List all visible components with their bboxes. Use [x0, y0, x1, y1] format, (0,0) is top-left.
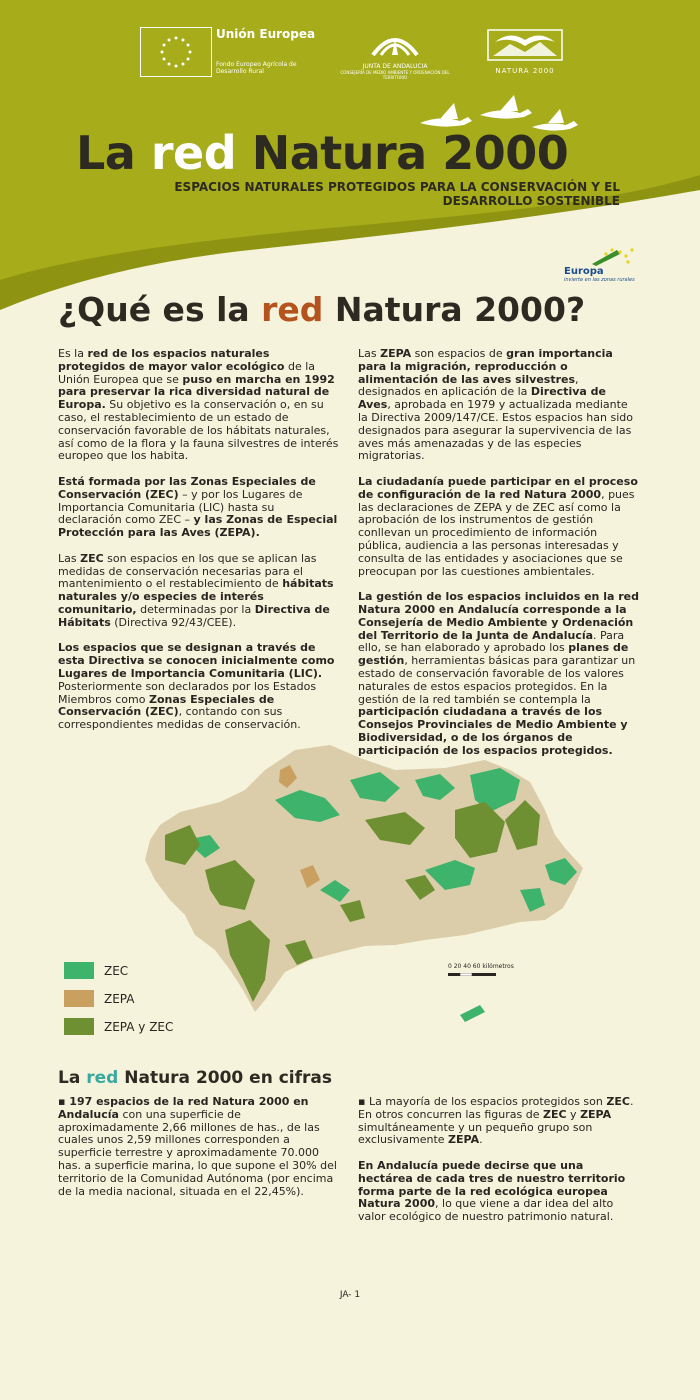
text-bold: puso en marcha en 1992 para preservar la rica diversidad natural de Europa. [58, 372, 335, 412]
text: – y por los Lugares de Importancia Comunitaria (LIC) hasta su declaración como ZEC – [58, 487, 303, 527]
text: Las [58, 551, 81, 565]
paragraph [58, 476, 340, 540]
text-bold: Los espacios que se designan a través de esta Directiva se conocen inicialmente como Lugares de Importancia Comunitaria (LIC). [58, 641, 335, 680]
title-part-natura: Natura 2000 [236, 126, 569, 180]
text-bold: Está formada por las Zonas Especiales de Conservación (ZEC) [58, 474, 316, 501]
eu-title: Unión Europea [216, 27, 316, 41]
text: , lo que viene a dar idea del alto valor ecológico de nuestro patrimonio natural. [358, 1197, 614, 1224]
text-bold: ▪ 197 espacios de la red Natura 2000 en Andalucía [58, 1095, 309, 1121]
text-bold: ZEC [80, 551, 104, 565]
europa-rural-logo [562, 246, 644, 286]
text: son espacios en los que se aplican las medidas de conservación necesarias para el mantenimiento o el restablecimiento de [58, 551, 317, 591]
legend-swatch-zepa [64, 990, 94, 1007]
text-bold: ZEPA [380, 347, 412, 360]
text: . Para ello, se han elaborado y aprobado los [358, 628, 625, 655]
junta-andalucia-logo [335, 25, 455, 80]
natura-logo-label: NATURA 2000 [495, 67, 555, 75]
junta-department: CONSEJERÍA DE MEDIO AMBIENTE Y ORDENACIÓN DEL TERRITORIO [340, 70, 450, 80]
text-bold: La ciudadanía puede participar en el proceso de configuración de la red Natura 2000 [358, 474, 638, 501]
legend-label: ZEPA [104, 992, 135, 1006]
text-bold: ZEC [542, 1107, 567, 1121]
junta-name: JUNTA DE ANDALUCIA [362, 63, 428, 70]
text-bold: ZEC [606, 1095, 630, 1108]
q-part-a: ¿Qué es la [58, 290, 262, 329]
text: con una superficie de aproximadamente 2,66 millones de has., de las cuales unos 2,59 millones corresponden a superficie terrestre y aproximadamente 70.000 has. a superficie marina, lo que supone el 30% del territorio de la Comunidad Autónoma (por encima de la media nacional, situada en el 22,45%). [58, 1107, 337, 1198]
text: y [566, 1107, 581, 1121]
text: simultáneamente y un pequeño grupo son exclusivamente [358, 1120, 593, 1147]
text-bold: ZEPA [580, 1107, 612, 1121]
text: . [479, 1133, 483, 1147]
text: son espacios de [411, 347, 507, 360]
q-part-red: red [261, 290, 324, 329]
text: de la Unión Europea que se [58, 359, 316, 386]
cifras-part-b: Natura 2000 en cifras [118, 1068, 333, 1088]
text: determinadas por la [136, 602, 255, 616]
text-bold: gran importancia para la migración, reproducción o alimentación de las aves silvestres [358, 347, 613, 386]
text-bold: Directiva de Hábitats [58, 602, 330, 629]
paragraph [358, 1096, 640, 1147]
cifras-part-a: La [58, 1068, 87, 1088]
text-bold: En Andalucía puede decirse que una hectárea de cada tres de nuestro territorio forma parte de la red ecológica europea Natura 2000 [358, 1158, 626, 1211]
europa-sublabel: invierte en las zonas rurales [564, 277, 635, 283]
text-bold: red de los espacios naturales protegidos de mayor valor ecológico [58, 347, 285, 373]
page-code: JA- 1 [339, 1290, 361, 1300]
paragraph [358, 348, 640, 463]
text-bold: hábitats naturales y/o especies de interés comunitario, [58, 577, 334, 616]
paragraph [58, 553, 340, 630]
text-column-right [358, 348, 640, 770]
text-bold: planes de gestión [358, 641, 629, 668]
cifras-column-right [358, 1096, 640, 1237]
map-scale-label: 0 20 40 60 kilómetros [448, 963, 514, 970]
andalucia-natura-map [125, 740, 595, 1030]
cifras-part-red: red [86, 1068, 119, 1088]
text: Su objetivo es la conservación o, en su caso, el restablecimiento de un estado de conservación favorable de los hábitats naturales, así como de la flora y la fauna silvestres de interés europeo que los habita. [58, 398, 339, 463]
paragraph [58, 642, 340, 732]
section-title-que-es [58, 290, 585, 329]
eu-flag-logo [140, 27, 212, 77]
header-subtitle: ESPACIOS NATURALES PROTEGIDOS PARA LA CONSERVACIÓN Y EL DESARROLLO SOSTENIBLE [174, 180, 620, 208]
text: Posteriormente son declarados por los Estados Miembros como [58, 679, 317, 706]
paragraph [58, 348, 340, 463]
title-part-red: red [150, 126, 237, 180]
legend-label: ZEC [104, 964, 129, 978]
text-bold: Zonas Especiales de Conservación (ZEC) [58, 692, 275, 719]
text-bold: La gestión de los espacios incluidos en la red Natura 2000 en Andalucía corresponde a la Consejería de Medio Ambiente y Ordenación del Territorio de la Junta de Andalucía [358, 590, 639, 642]
text: Es la [58, 347, 88, 360]
paragraph [358, 1160, 640, 1224]
title-part-la: La [76, 126, 151, 180]
legend-swatch-zepa-zec [64, 1018, 94, 1035]
paragraph [58, 1096, 340, 1198]
natura-2000-logo [485, 22, 565, 80]
paragraph [358, 591, 640, 757]
text: , contando con sus correspondientes medidas de conservación. [58, 705, 301, 732]
main-title [76, 126, 568, 180]
cifras-column-left [58, 1096, 340, 1211]
text: , aprobada en 1979 y actualizada mediante la Directiva 2009/147/CE. Estos espacios han sido designados para asegurar la supervivencia de las aves más amenazadas y de las especies migratorias. [358, 398, 633, 463]
text: , pues las declaraciones de ZEPA y de ZEC así como la aprobación de los instrumentos de gestión conllevan un procedimiento de información pública, audiencia a las personas interesadas y consulta de las entidades y asociaciones que se preocupan por las cuestiones ambientales. [358, 487, 635, 578]
text-bold: ZEPA [448, 1133, 480, 1147]
paragraph [358, 476, 640, 578]
text: ▪ La mayoría de los espacios protegidos son [358, 1095, 607, 1108]
text-bold: Directiva de Aves [358, 385, 606, 412]
legend-label: ZEPA y ZEC [104, 1020, 174, 1034]
text: , herramientas básicas para garantizar un estado de conservación favorable de los valores naturales de estos espacios protegidos. En la gestión de la red también se contempla la [358, 654, 636, 706]
q-part-b: Natura 2000? [323, 290, 586, 329]
europa-label: Europa [564, 266, 604, 277]
text-column-left [58, 348, 340, 745]
section-title-cifras [58, 1068, 332, 1088]
map-scale-bar [448, 973, 496, 976]
text: . En otros concurren las figuras de [358, 1095, 634, 1121]
eu-fund-label: Fondo Europeo Agrícola de Desarrollo Rural [216, 61, 297, 75]
text: (Directiva 92/43/CEE). [110, 615, 237, 629]
text-bold: participación ciudadana a través de los Consejos Provinciales de Medio Ambiente y Biodiversidad, o de los órganos de participación de los espacios protegidos. [358, 705, 628, 757]
text-bold: y las Zonas de Especial Protección para las Aves (ZEPA). [58, 513, 338, 540]
legend-swatch-zec [64, 962, 94, 979]
text: , designados en aplicación de la [358, 372, 579, 399]
text: Las [358, 347, 381, 360]
